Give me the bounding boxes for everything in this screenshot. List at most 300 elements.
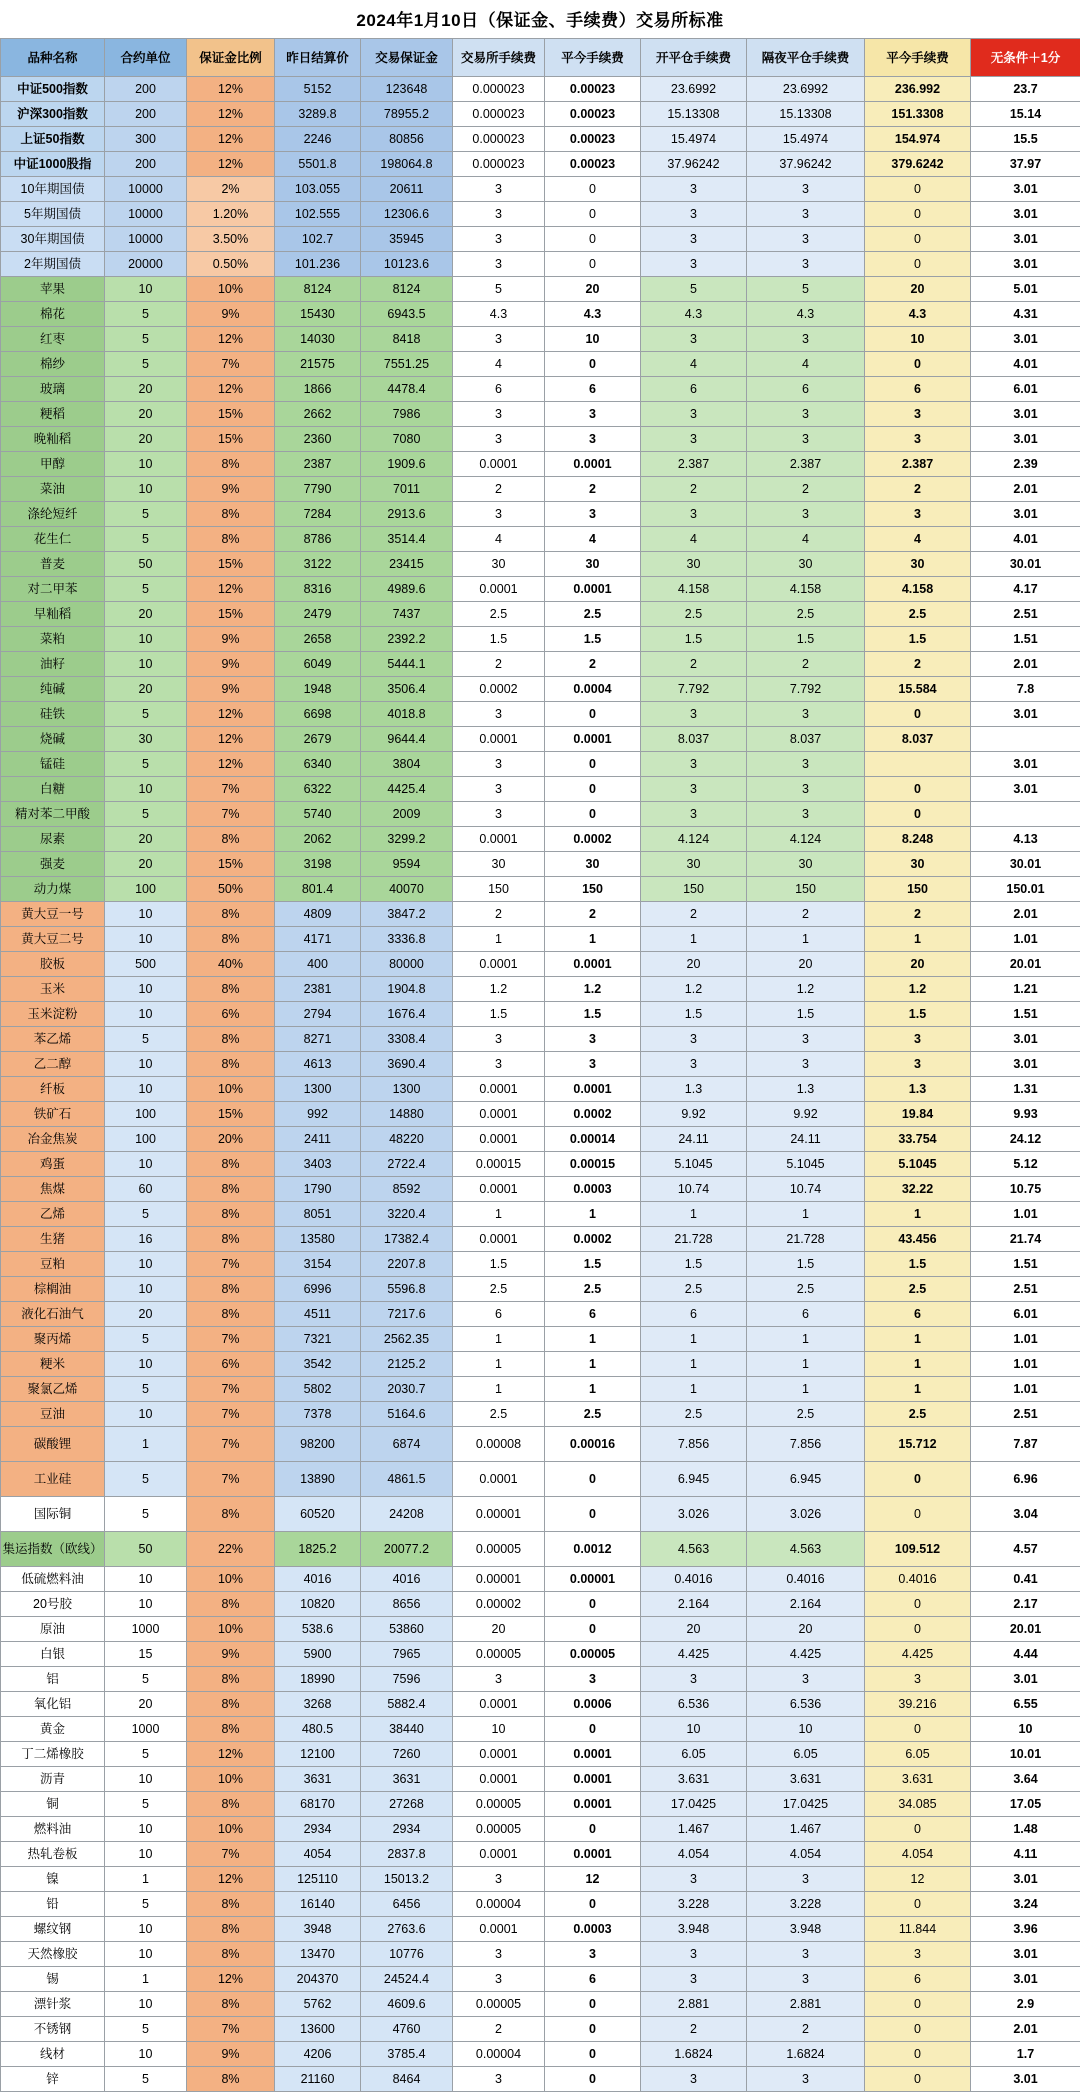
cell-unconditional-plus: 24.12 (971, 1127, 1080, 1152)
cell-trade-margin: 38440 (361, 1717, 453, 1742)
cell-open-close-fee: 1.467 (641, 1817, 747, 1842)
cell-today-fee: 1.5 (865, 627, 971, 652)
cell-product-name: 强麦 (1, 852, 105, 877)
cell-unconditional-plus: 3.96 (971, 1917, 1080, 1942)
cell-unconditional-plus: 5.12 (971, 1152, 1080, 1177)
cell-unconditional-plus: 3.64 (971, 1767, 1080, 1792)
cell-margin-ratio: 6% (187, 1002, 275, 1027)
cell-margin-ratio: 7% (187, 1252, 275, 1277)
cell-open-close-fee: 3.631 (641, 1767, 747, 1792)
cell-prev-settlement: 4206 (275, 2042, 361, 2067)
cell-exchange-fee: 1.5 (453, 627, 545, 652)
cell-unconditional-plus (971, 802, 1080, 827)
cell-margin-ratio: 6% (187, 1352, 275, 1377)
table-row (1, 627, 1080, 652)
cell-product-name: 热轧卷板 (1, 1842, 105, 1867)
cell-today-fee: 19.84 (865, 1102, 971, 1127)
cell-open-close-fee: 2.387 (641, 452, 747, 477)
table-row (1, 577, 1080, 602)
cell-prev-settlement: 3403 (275, 1152, 361, 1177)
cell-prev-settlement: 7284 (275, 502, 361, 527)
cell-prev-settlement: 12100 (275, 1742, 361, 1767)
cell-open-close-fee: 15.13308 (641, 102, 747, 127)
cell-contract-unit: 5 (105, 1497, 187, 1532)
cell-close-today-fee: 0 (545, 252, 641, 277)
table-row (1, 1077, 1080, 1102)
cell-overnight-close-fee: 20 (747, 952, 865, 977)
table-row (1, 1717, 1080, 1742)
table-row (1, 402, 1080, 427)
cell-contract-unit: 5 (105, 1377, 187, 1402)
cell-unconditional-plus: 9.93 (971, 1102, 1080, 1127)
cell-margin-ratio: 50% (187, 877, 275, 902)
cell-close-today-fee: 0.00023 (545, 102, 641, 127)
cell-overnight-close-fee: 8.037 (747, 727, 865, 752)
table-row (1, 352, 1080, 377)
cell-product-name: 花生仁 (1, 527, 105, 552)
cell-margin-ratio: 7% (187, 1427, 275, 1462)
cell-prev-settlement: 1300 (275, 1077, 361, 1102)
cell-overnight-close-fee: 2.5 (747, 1402, 865, 1427)
cell-trade-margin: 3220.4 (361, 1202, 453, 1227)
cell-contract-unit: 50 (105, 552, 187, 577)
cell-open-close-fee: 2.164 (641, 1592, 747, 1617)
cell-prev-settlement: 2662 (275, 402, 361, 427)
cell-exchange-fee: 0.0001 (453, 827, 545, 852)
cell-trade-margin: 2763.6 (361, 1917, 453, 1942)
cell-open-close-fee: 4 (641, 352, 747, 377)
table-head (1, 39, 1080, 77)
cell-today-fee: 4.3 (865, 302, 971, 327)
cell-today-fee: 0 (865, 1717, 971, 1742)
cell-overnight-close-fee: 3 (747, 227, 865, 252)
cell-close-today-fee: 0.0004 (545, 677, 641, 702)
cell-today-fee: 3 (865, 1052, 971, 1077)
cell-trade-margin: 23415 (361, 552, 453, 577)
cell-trade-margin: 7260 (361, 1742, 453, 1767)
table-row (1, 152, 1080, 177)
cell-prev-settlement: 3542 (275, 1352, 361, 1377)
cell-trade-margin: 7437 (361, 602, 453, 627)
cell-unconditional-plus: 3.01 (971, 227, 1080, 252)
cell-margin-ratio: 8% (187, 902, 275, 927)
cell-overnight-close-fee: 0.4016 (747, 1567, 865, 1592)
table-row (1, 452, 1080, 477)
cell-exchange-fee: 0.00005 (453, 1817, 545, 1842)
cell-margin-ratio: 9% (187, 652, 275, 677)
cell-unconditional-plus: 3.01 (971, 1867, 1080, 1892)
cell-close-today-fee: 0 (545, 2067, 641, 2092)
cell-contract-unit: 10 (105, 2042, 187, 2067)
cell-today-fee: 30 (865, 552, 971, 577)
cell-unconditional-plus: 4.01 (971, 527, 1080, 552)
cell-exchange-fee: 2.5 (453, 602, 545, 627)
cell-close-today-fee: 6 (545, 1967, 641, 1992)
cell-open-close-fee: 2 (641, 2017, 747, 2042)
cell-trade-margin: 8464 (361, 2067, 453, 2092)
cell-trade-margin: 15013.2 (361, 1867, 453, 1892)
cell-contract-unit: 5 (105, 2067, 187, 2092)
cell-close-today-fee: 0.0001 (545, 1792, 641, 1817)
cell-margin-ratio: 10% (187, 277, 275, 302)
cell-open-close-fee: 6.05 (641, 1742, 747, 1767)
cell-product-name: 沪深300指数 (1, 102, 105, 127)
table-row (1, 102, 1080, 127)
table-row (1, 1497, 1080, 1532)
cell-close-today-fee: 1 (545, 1327, 641, 1352)
cell-margin-ratio: 12% (187, 327, 275, 352)
cell-contract-unit: 5 (105, 1667, 187, 1692)
table-row (1, 1402, 1080, 1427)
cell-prev-settlement: 8051 (275, 1202, 361, 1227)
cell-prev-settlement: 8124 (275, 277, 361, 302)
cell-exchange-fee: 4 (453, 352, 545, 377)
cell-exchange-fee: 0.0001 (453, 727, 545, 752)
cell-exchange-fee: 0.0001 (453, 1917, 545, 1942)
cell-close-today-fee: 0.0001 (545, 727, 641, 752)
table-row (1, 77, 1080, 102)
cell-product-name: 红枣 (1, 327, 105, 352)
cell-product-name: 棉纱 (1, 352, 105, 377)
cell-unconditional-plus: 6.96 (971, 1462, 1080, 1497)
cell-overnight-close-fee: 1.5 (747, 627, 865, 652)
table-row (1, 1427, 1080, 1462)
cell-unconditional-plus: 6.55 (971, 1692, 1080, 1717)
cell-unconditional-plus: 3.01 (971, 702, 1080, 727)
cell-margin-ratio: 15% (187, 402, 275, 427)
cell-exchange-fee: 30 (453, 852, 545, 877)
cell-open-close-fee: 3 (641, 2067, 747, 2092)
cell-exchange-fee: 0.00015 (453, 1152, 545, 1177)
cell-open-close-fee: 4 (641, 527, 747, 552)
cell-unconditional-plus: 3.01 (971, 752, 1080, 777)
cell-open-close-fee: 2.5 (641, 1277, 747, 1302)
cell-trade-margin: 123648 (361, 77, 453, 102)
cell-margin-ratio: 12% (187, 727, 275, 752)
cell-open-close-fee: 1.5 (641, 627, 747, 652)
cell-close-today-fee: 0 (545, 352, 641, 377)
cell-margin-ratio: 8% (187, 1027, 275, 1052)
cell-overnight-close-fee: 3 (747, 327, 865, 352)
cell-close-today-fee: 0.0001 (545, 577, 641, 602)
table-row (1, 902, 1080, 927)
table-row (1, 1817, 1080, 1842)
cell-unconditional-plus: 30.01 (971, 852, 1080, 877)
cell-close-today-fee: 2 (545, 477, 641, 502)
cell-unconditional-plus: 3.24 (971, 1892, 1080, 1917)
cell-trade-margin: 17382.4 (361, 1227, 453, 1252)
table-row (1, 227, 1080, 252)
cell-open-close-fee: 10.74 (641, 1177, 747, 1202)
cell-today-fee: 0 (865, 1462, 971, 1497)
cell-overnight-close-fee: 21.728 (747, 1227, 865, 1252)
cell-product-name: 丁二烯橡胶 (1, 1742, 105, 1767)
cell-overnight-close-fee: 1.467 (747, 1817, 865, 1842)
cell-open-close-fee: 150 (641, 877, 747, 902)
cell-close-today-fee: 0.0003 (545, 1917, 641, 1942)
cell-trade-margin: 35945 (361, 227, 453, 252)
table-row (1, 477, 1080, 502)
table-row (1, 302, 1080, 327)
cell-exchange-fee: 3 (453, 1967, 545, 1992)
cell-product-name: 集运指数（欧线） (1, 1532, 105, 1567)
cell-unconditional-plus: 3.01 (971, 177, 1080, 202)
cell-close-today-fee: 0 (545, 1497, 641, 1532)
cell-product-name: 烧碱 (1, 727, 105, 752)
cell-product-name: 聚丙烯 (1, 1327, 105, 1352)
cell-today-fee: 30 (865, 852, 971, 877)
cell-today-fee: 1.2 (865, 977, 971, 1002)
cell-unconditional-plus: 2.17 (971, 1592, 1080, 1617)
cell-overnight-close-fee: 7.792 (747, 677, 865, 702)
cell-today-fee: 6 (865, 1302, 971, 1327)
cell-prev-settlement: 480.5 (275, 1717, 361, 1742)
cell-overnight-close-fee: 6.05 (747, 1742, 865, 1767)
cell-trade-margin: 2207.8 (361, 1252, 453, 1277)
cell-today-fee: 0 (865, 1617, 971, 1642)
cell-overnight-close-fee: 6 (747, 1302, 865, 1327)
cell-unconditional-plus: 2.9 (971, 1992, 1080, 2017)
cell-product-name: 氧化铝 (1, 1692, 105, 1717)
cell-unconditional-plus: 2.01 (971, 902, 1080, 927)
cell-open-close-fee: 10 (641, 1717, 747, 1742)
cell-product-name: 动力煤 (1, 877, 105, 902)
cell-unconditional-plus: 1.51 (971, 1002, 1080, 1027)
cell-prev-settlement: 3948 (275, 1917, 361, 1942)
cell-today-fee: 2.5 (865, 1402, 971, 1427)
cell-open-close-fee: 3 (641, 402, 747, 427)
cell-product-name: 燃料油 (1, 1817, 105, 1842)
table-row (1, 777, 1080, 802)
cell-today-fee: 8.037 (865, 727, 971, 752)
cell-exchange-fee: 3 (453, 1942, 545, 1967)
cell-trade-margin: 78955.2 (361, 102, 453, 127)
cell-overnight-close-fee: 3.228 (747, 1892, 865, 1917)
cell-prev-settlement: 1825.2 (275, 1532, 361, 1567)
cell-trade-margin: 2837.8 (361, 1842, 453, 1867)
cell-unconditional-plus: 10.01 (971, 1742, 1080, 1767)
cell-close-today-fee: 1 (545, 927, 641, 952)
cell-unconditional-plus: 1.51 (971, 627, 1080, 652)
cell-today-fee: 6.05 (865, 1742, 971, 1767)
table-row (1, 952, 1080, 977)
cell-margin-ratio: 12% (187, 752, 275, 777)
cell-prev-settlement: 3289.8 (275, 102, 361, 127)
cell-trade-margin: 4760 (361, 2017, 453, 2042)
cell-open-close-fee: 5 (641, 277, 747, 302)
cell-margin-ratio: 7% (187, 2017, 275, 2042)
cell-today-fee: 4.158 (865, 577, 971, 602)
cell-close-today-fee: 3 (545, 1942, 641, 1967)
cell-exchange-fee: 2 (453, 652, 545, 677)
cell-open-close-fee: 4.425 (641, 1642, 747, 1667)
cell-prev-settlement: 5802 (275, 1377, 361, 1402)
cell-contract-unit: 200 (105, 77, 187, 102)
cell-open-close-fee: 24.11 (641, 1127, 747, 1152)
cell-margin-ratio: 8% (187, 502, 275, 527)
cell-overnight-close-fee: 4.158 (747, 577, 865, 602)
cell-close-today-fee: 2 (545, 652, 641, 677)
cell-margin-ratio: 10% (187, 1567, 275, 1592)
cell-trade-margin: 2722.4 (361, 1152, 453, 1177)
cell-close-today-fee: 0 (545, 802, 641, 827)
header-unconditional-plus: 无条件＋1分 (971, 39, 1080, 77)
cell-close-today-fee: 0.0001 (545, 1742, 641, 1767)
cell-today-fee: 3 (865, 1942, 971, 1967)
cell-overnight-close-fee: 150 (747, 877, 865, 902)
cell-today-fee: 1 (865, 1377, 971, 1402)
cell-product-name: 20号胶 (1, 1592, 105, 1617)
cell-open-close-fee: 1.5 (641, 1002, 747, 1027)
cell-exchange-fee: 20 (453, 1617, 545, 1642)
cell-contract-unit: 10 (105, 1942, 187, 1967)
cell-trade-margin: 6874 (361, 1427, 453, 1462)
cell-today-fee: 15.584 (865, 677, 971, 702)
table-row (1, 2042, 1080, 2067)
cell-exchange-fee: 3 (453, 1667, 545, 1692)
cell-open-close-fee: 1 (641, 1327, 747, 1352)
cell-margin-ratio: 8% (187, 1717, 275, 1742)
cell-margin-ratio: 12% (187, 102, 275, 127)
cell-product-name: 铜 (1, 1792, 105, 1817)
cell-overnight-close-fee: 1.3 (747, 1077, 865, 1102)
cell-exchange-fee: 0.0001 (453, 1842, 545, 1867)
cell-open-close-fee: 7.856 (641, 1427, 747, 1462)
cell-close-today-fee: 0.00023 (545, 127, 641, 152)
cell-product-name: 乙二醇 (1, 1052, 105, 1077)
cell-margin-ratio: 8% (187, 1942, 275, 1967)
cell-trade-margin: 48220 (361, 1127, 453, 1152)
cell-open-close-fee: 6 (641, 377, 747, 402)
cell-margin-ratio: 7% (187, 802, 275, 827)
cell-margin-ratio: 8% (187, 1892, 275, 1917)
table-row (1, 1227, 1080, 1252)
table-row (1, 1002, 1080, 1027)
cell-open-close-fee: 3 (641, 1667, 747, 1692)
cell-margin-ratio: 12% (187, 377, 275, 402)
cell-contract-unit: 10 (105, 1002, 187, 1027)
cell-overnight-close-fee: 9.92 (747, 1102, 865, 1127)
cell-today-fee: 379.6242 (865, 152, 971, 177)
cell-today-fee: 0 (865, 352, 971, 377)
cell-open-close-fee: 4.563 (641, 1532, 747, 1567)
cell-unconditional-plus: 1.31 (971, 1077, 1080, 1102)
table-body (1, 77, 1080, 2092)
cell-prev-settlement: 400 (275, 952, 361, 977)
cell-margin-ratio: 22% (187, 1532, 275, 1567)
cell-close-today-fee: 0 (545, 752, 641, 777)
table-row (1, 1377, 1080, 1402)
cell-margin-ratio: 12% (187, 77, 275, 102)
table-row (1, 1742, 1080, 1767)
cell-today-fee: 8.248 (865, 827, 971, 852)
cell-open-close-fee: 1.3 (641, 1077, 747, 1102)
cell-product-name: 豆油 (1, 1402, 105, 1427)
cell-today-fee: 0 (865, 1892, 971, 1917)
cell-product-name: 黄大豆一号 (1, 902, 105, 927)
cell-open-close-fee: 20 (641, 952, 747, 977)
cell-today-fee: 32.22 (865, 1177, 971, 1202)
cell-product-name: 碳酸锂 (1, 1427, 105, 1462)
cell-prev-settlement: 992 (275, 1102, 361, 1127)
cell-today-fee: 0 (865, 2067, 971, 2092)
cell-exchange-fee: 1 (453, 1352, 545, 1377)
header-contract-unit: 合约单位 (105, 39, 187, 77)
cell-contract-unit: 1 (105, 1867, 187, 1892)
cell-contract-unit: 10 (105, 777, 187, 802)
cell-prev-settlement: 2360 (275, 427, 361, 452)
cell-margin-ratio: 9% (187, 2042, 275, 2067)
cell-product-name: 精对苯二甲酸 (1, 802, 105, 827)
cell-exchange-fee: 0.0001 (453, 452, 545, 477)
cell-trade-margin: 27268 (361, 1792, 453, 1817)
cell-product-name: 乙烯 (1, 1202, 105, 1227)
cell-contract-unit: 100 (105, 877, 187, 902)
cell-today-fee: 2 (865, 477, 971, 502)
cell-exchange-fee: 0.00005 (453, 1992, 545, 2017)
cell-overnight-close-fee: 1.5 (747, 1002, 865, 1027)
cell-today-fee: 0 (865, 2017, 971, 2042)
cell-exchange-fee: 4 (453, 527, 545, 552)
cell-overnight-close-fee: 2.5 (747, 602, 865, 627)
cell-open-close-fee: 17.0425 (641, 1792, 747, 1817)
cell-close-today-fee: 1.5 (545, 1252, 641, 1277)
cell-exchange-fee: 0.0001 (453, 1742, 545, 1767)
cell-contract-unit: 10 (105, 1252, 187, 1277)
cell-open-close-fee: 1 (641, 1377, 747, 1402)
table-row (1, 2017, 1080, 2042)
table-row (1, 277, 1080, 302)
header-product-name: 品种名称 (1, 39, 105, 77)
cell-overnight-close-fee: 3 (747, 2067, 865, 2092)
cell-contract-unit: 20 (105, 677, 187, 702)
cell-contract-unit: 20 (105, 1302, 187, 1327)
table-row (1, 827, 1080, 852)
cell-product-name: 晚籼稻 (1, 427, 105, 452)
cell-close-today-fee: 0 (545, 2017, 641, 2042)
cell-product-name: 铁矿石 (1, 1102, 105, 1127)
cell-contract-unit: 1 (105, 1427, 187, 1462)
cell-trade-margin: 40070 (361, 877, 453, 902)
cell-today-fee: 0 (865, 227, 971, 252)
cell-margin-ratio: 8% (187, 527, 275, 552)
cell-open-close-fee: 3 (641, 1967, 747, 1992)
cell-product-name: 生猪 (1, 1227, 105, 1252)
cell-margin-ratio: 0.50% (187, 252, 275, 277)
cell-unconditional-plus: 5.01 (971, 277, 1080, 302)
cell-prev-settlement: 2387 (275, 452, 361, 477)
cell-close-today-fee: 6 (545, 1302, 641, 1327)
cell-contract-unit: 10 (105, 1592, 187, 1617)
cell-open-close-fee: 4.158 (641, 577, 747, 602)
cell-margin-ratio: 12% (187, 1742, 275, 1767)
cell-margin-ratio: 7% (187, 1462, 275, 1497)
cell-today-fee: 4 (865, 527, 971, 552)
cell-open-close-fee: 9.92 (641, 1102, 747, 1127)
cell-product-name: 2年期国债 (1, 252, 105, 277)
cell-today-fee: 4.425 (865, 1642, 971, 1667)
cell-product-name: 胶板 (1, 952, 105, 977)
cell-contract-unit: 10 (105, 477, 187, 502)
cell-trade-margin: 80856 (361, 127, 453, 152)
cell-prev-settlement: 5152 (275, 77, 361, 102)
table-row (1, 1102, 1080, 1127)
cell-today-fee: 33.754 (865, 1127, 971, 1152)
cell-contract-unit: 20 (105, 402, 187, 427)
cell-product-name: 天然橡胶 (1, 1942, 105, 1967)
cell-open-close-fee: 21.728 (641, 1227, 747, 1252)
cell-today-fee: 3 (865, 402, 971, 427)
